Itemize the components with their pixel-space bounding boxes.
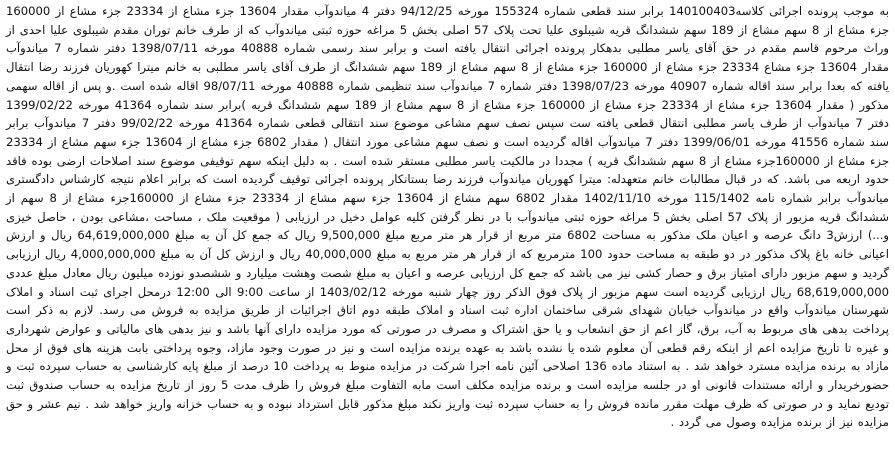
auction-notice-body: به موجب پرونده اجرائی کلاسه140100403 برابر سند قطعی شماره 155324 مورخه 94/12/25 دفتر 4 میاندوآب مقدار 13604 جزء مشاع از 23334 جزء مشاع از 160000 جزء مشاع از 8 سهم مشاع از 189 سهم ششدانگ قریه شیبلوی علیا تحت پلاک 57 اصلی بخش 5 مراغه حوزه ثبتی میاندوآب که از طرف خانم توران مقدم شیبلوی علیا احدی از وراث مرحوم قاسم مقدم در حق آقای یاسر مطلبی بدهکار پرونده اجرائی انتقال یافته است و برابر سند رسمی شماره 40888 مورخه 1398/07/11 دفتر شماره 7 میاندوآب مقدار 13604 جزء مشاع 23334 جزء مشاع از 160000 جزء مشاع از 8 سهم مشاع از 189 سهم ششدانگ از طرف آقای یاسر مطلبی به خانم میترا کهوریان فرزند رضا انتقال یافته که بعدا برابر سند اقاله شماره 40907 مورخه 1398/07/23 دفتر شماره 7 میاندوآب سند تنظیمی شماره 40888 مورخه 98/07/11 اقاله شده است .و پس از اقاله سهمی مذکور ( مقدار 13604 جزء مشاع از 23334 جزء مشاع از 160000 جزء مشاع از 8 سهم مشاع از 189 سهم ششدانگ قریه )برابر سند شماره 41364 مورخه 1399/02/22 دفتر 7 میاندوآب از طرف یاسر مطلبی انتقال قطعی یافته ست سپس نصف سهم مشاعی موضوع سند انتقالی قطعی شماره 41364 مورخه 99/02/22 دفتر 7 میاندوآب برابر سند شماره 41556 مورخه 1399/06/01 دفتر 7 میاندوآب اقاله گردیده است و نصف سهم مشاعی مورد انتقال ( مقدار 6802 جزء مشاع از 13604 جزء سهم مشاع از 23334 جزء مشاع از 160000جزء مشاع از 8 سهم ششدانگ قریه ) مجددا در مالکیت یاسر مطلبی مستقر شده است . به دلیل اینکه سهم توقیفی موضوع سند اصلاحات ارضی بوده فاقد حدود اربعه می باشد. که در قبال مطالبات خانم متعهدله: میترا کهوریان میاندوآب فرزند رضا بستانکار پرونده اجرائی توقیف گردیده است که برابر اعلام نتیجه کارشناس دادگستری میاندوآب برابر شماره نامه 115/1402 مورخه 1402/11/10 مقدار 6802 سهم مشاع از 13604 جزء سهم مشاع از 23334 جزء مشاع از 160000جزء مشاع از 8 سهم از ششدانگ قریه مزبور از پلاک 57 اصلی بخش 5 مراغه حوزه ثبتی میاندوآب با در نظر گرفتن کلیه عوامل دخیل در ارزیابی ( موقعیت ملک ، مساحت ،مشاعی بودن ، حاصل خیزی و...) ارزش3 دانگ عرصه و اعیان ملک مذکور به مساحت 6802 متر مربع از قرار هر متر مربع مبلغ 9,500,000 ریال که جمع کل آن به مبلغ 64,619,000,000 ریال و ارزش اعیانی خانه باغ پلاک مذکور در دو طبقه به مساحت حدود 100 مترمربع که از قرار هر متر مربع به مبلغ 40,000,000 ریال و ارزش کل آن به مبلغ 4,000,000,000 ریال ارزیابی گردید و سهم مزبور دارای امتیاز برق و حصار کشی نیز می باشد که جمع کل ارزیابی عرصه و اعیان به مبلغ شصت وهشت میلیارد و ششصدو نوزده میلیون ریال معادل مبلغ عددی 68,619,000,000 ریال ارزیابی گردیده است سهم مزبور از پلاک فوق الذکر روز چهار شنبه مورخه 1403/02/12 از ساعت 9:00 الی 12:00 درمحل اجرای ثبت اسناد و املاک شهرستان میاندوآب واقع در میاندوآب خیابان شهدای شرقی ساختمان اداره ثبت اسناد و املاک طبقه دوم اتاق اجرائیات از طریق مزایده به فروش می رسد. لازم به ذکر است پرداخت بدهی های مربوط به آب، برق، گاز اعم از حق انشعاب و یا حق اشتراک و مصرف در صورتی که مورد مزایده دارای آنها باشد و نیز بدهی های مالیاتی و عوارض شهرداری و غیره تا تاریخ مزایده اعم از اینکه رقم قطعی آن معلوم شده یا نشده باشد به عهده برنده مزایده است و نیز در صورت وجود مازاد، وجوه پرداختی بابت هزینه های فوق از محل مازاد به برنده مزایده مسترد خواهد شد . به استناد ماده 136 اصلاحی آئین نامه اجرا شرکت در مزایده منوط به پرداخت 10 درصد از مبلغ پایه کارشناسی به حساب سپرده ثبت و حضورخریدار و ارائه مستندات قانونی او در جلسه مزایده است و برنده مزایده مکلف است مابه التفاوت مبلغ فروش را ظرف مدت 5 روز از تاریخ مزایده به حساب صندوق ثبت تودیع نماید و در صورتی که ظرف مهلت مقرر مانده فروش را به حساب سپرده ثبت واریز نکند مبلغ مذکور قابل استرداد نبوده و به حساب خزانه واریز خواهد شد . نیم عشر و حق مزایده نیز از برنده مزایده وصول می گردد . xyxy=(6,4,890,430)
